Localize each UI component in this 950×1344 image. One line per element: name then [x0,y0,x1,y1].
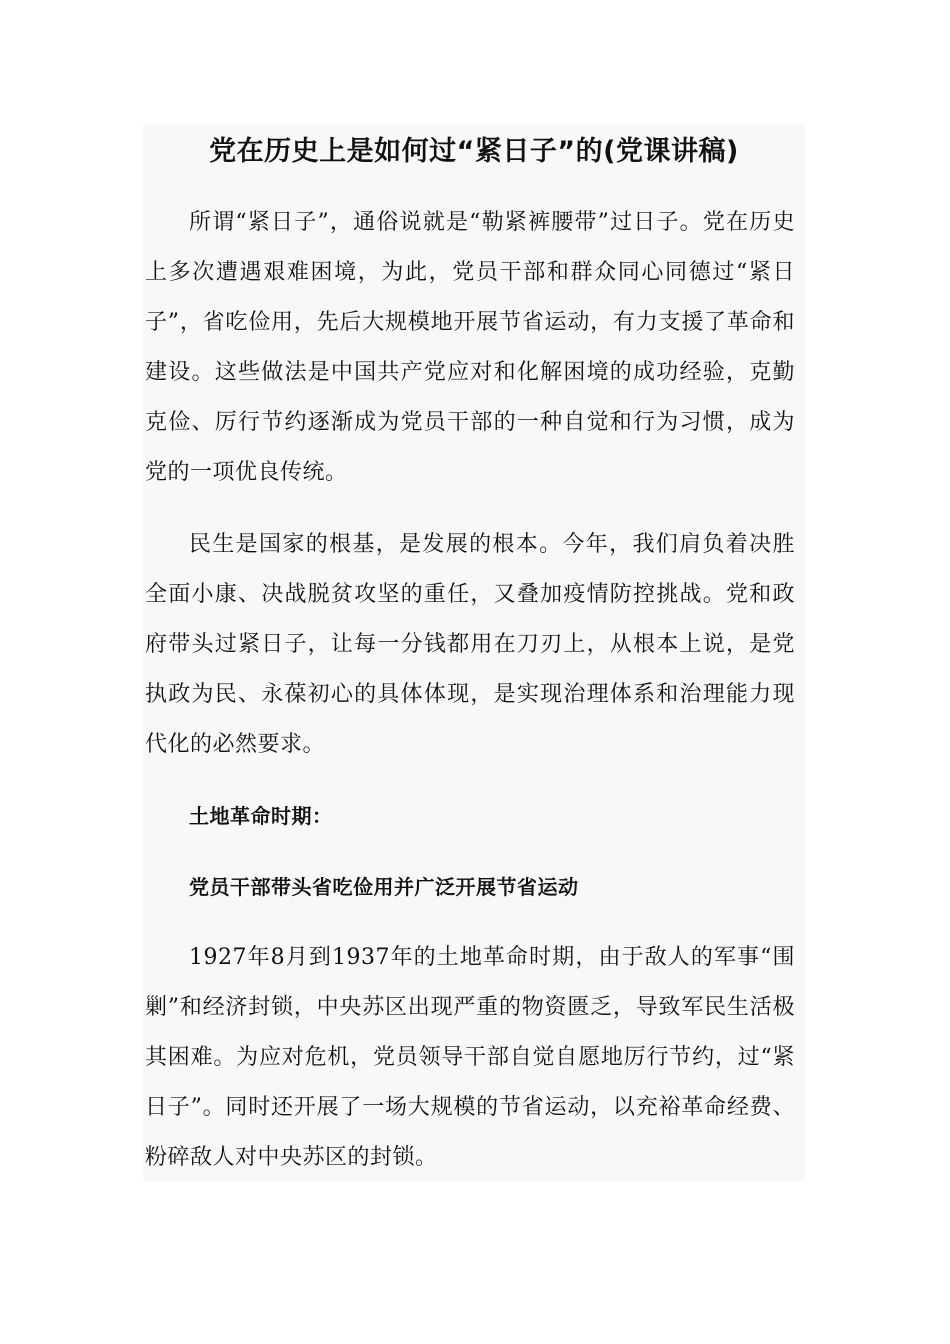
intro-paragraph: 所谓“紧日子”，通俗说就是“勒紧裤腰带”过日子。党在历史上多次遭遇艰难困境，为此，党员干部和群众同心同德过“紧日子”，省吃俭用，先后大规模地开展节省运动，有力支援了革命和建设。这些做法是中国共产党应对和化解困境的成功经验，克勤克俭、厉行节约逐渐成为党员干部的一种自觉和行为习惯，成为党的一项优良传统。 [145,210,795,485]
section-heading: 土地革命时期： [189,804,333,828]
land-revolution-paragraph: 1927年8月到1937年的土地革命时期，由于敌人的军事“围剿”和经济封锁，中央苏区出现严重的物资匮乏，导致军民生活极其困难。为应对危机，党员领导干部自觉自愿地厉行节约，过“紧日子”。同时还开展了一场大规模的节省运动，以充裕革命经费、粉碎敌人对中央苏区的封锁。 [145,945,795,1170]
subsection-heading: 党员干部带头省吃俭用并广泛开展节省运动 [189,875,579,899]
livelihood-paragraph: 民生是国家的根基，是发展的根本。今年，我们肩负着决胜全面小康、决战脱贫攻坚的重任，又叠加疫情防控挑战。党和政府带头过紧日子，让每一分钱都用在刀刃上，从根本上说，是党执政为民、永葆初心的具体体现，是实现治理体系和治理能力现代化的必然要求。 [145,532,795,757]
document-title: 党在历史上是如何过“紧日子”的(党课讲稿) [209,136,739,167]
